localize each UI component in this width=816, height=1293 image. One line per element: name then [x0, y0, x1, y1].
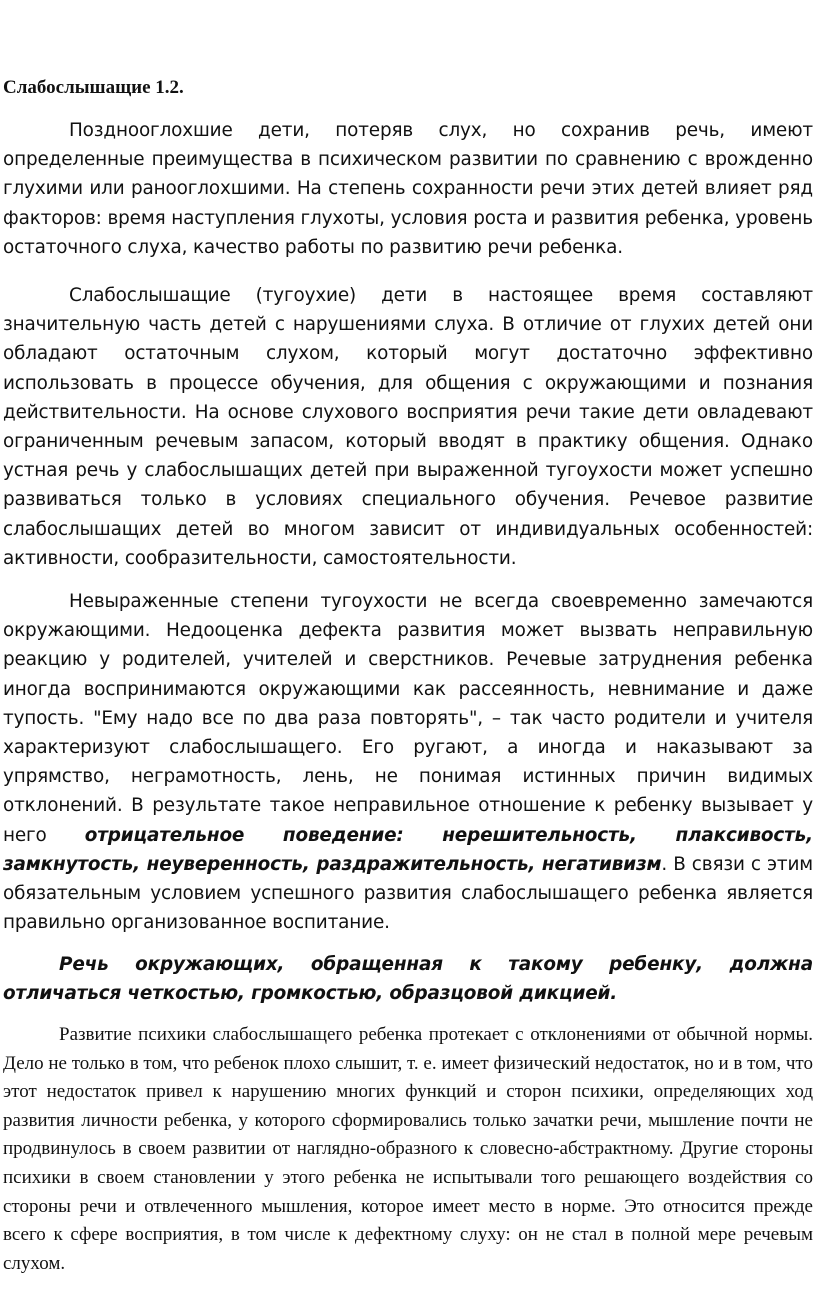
paragraph-text: Невыраженные степени тугоухости не всегда своевременно замечаются окружающими. Недооценка дефекта развития может вызвать неправильную реакцию у родителей, учителей и сверстников. Речевые затруднения ребенка иногда воспринимаются окружающими как рассеянность, невнимание и даже тупость. "Ему надо все по два раза повторять", – так часто родители и учителя характеризуют слабослышащего. Его ругают, а иногда и наказывают за упрямство, неграмотность, лень, не понимая истинных причин видимых отклонений. В результате такое неправильное отношение к ребенку вызывает у него — [3, 591, 813, 846]
section-heading: Слабослышащие 1.2. — [3, 77, 184, 98]
paragraph-late-deafened: Позднооглохшие дети, потеряв слух, но сохранив речь, имеют определенные преимущества в психическом развитии по сравнению с врожденно глухими или ранооглохшими. На степень сохранности речи этих детей влияет ряд факторов: время наступления глухоты, условия роста и развития ребенка, уровень остаточного слуха, качество работы по развитию речи ребенка. — [3, 120, 813, 258]
paragraph-text: . В связи с этим обязательным условием успешного развития слабослышащего ребенка является правильно организованное воспитание. — [3, 853, 813, 934]
paragraph-psychic-development: Развитие психики слабослышащего ребенка протекает с отклонениями от обычной нормы. Дело не только в том, что ребенок плохо слышит, т. е. имеет физический недостаток, но и в том, что этот недостаток привел к нарушению многих функций и сторон психики, определяющих ход развития личности ребенка, у которого сформировались только зачатки речи, мышление почти не продвинулось в своем развитии от наглядно-образного к словесно-абстрактному. Другие стороны психики в своем становлении у этого ребенка не испытывали того решающего воздействия со стороны речи и отвлеченного мышления, которое имеет место в норме. Это относится прежде всего к сфере восприятия, в том числе к дефектному слуху: он не стал в полной мере речевым слухом. — [3, 1024, 813, 1274]
emphasized-speech-requirement: Речь окружающих, обращенная к такому ребенку, должна отличаться четкостью, громкостью, образцовой дикцией. — [3, 954, 813, 1005]
paragraph-unnoticed-hearing-loss — [3, 587, 813, 937]
emphasized-behavior-list: отрицательное поведение: нерешительность, плаксивость, замкнутость, неуверенность, раздражительность, негативизм — [3, 824, 813, 875]
paragraph-hard-of-hearing: Слабослышащие (тугоухие) дети в настоящее время составляют значительную часть детей с нарушениями слуха. В отличие от глухих детей они обладают остаточным слухом, который могут достаточно эффективно использовать в процессе обучения, для общения с окружающими и познания действительности. На основе слухового восприятия речи такие дети овладевают ограниченным речевым запасом, который вводят в практику общения. Однако устная речь у слабослышащих детей при выраженной тугоухости может успешно развиваться только в условиях специального обучения. Речевое развитие слабослышащих детей во многом зависит от индивидуальных особенностей: активности, сообразительности, самостоятельности. — [3, 285, 813, 569]
